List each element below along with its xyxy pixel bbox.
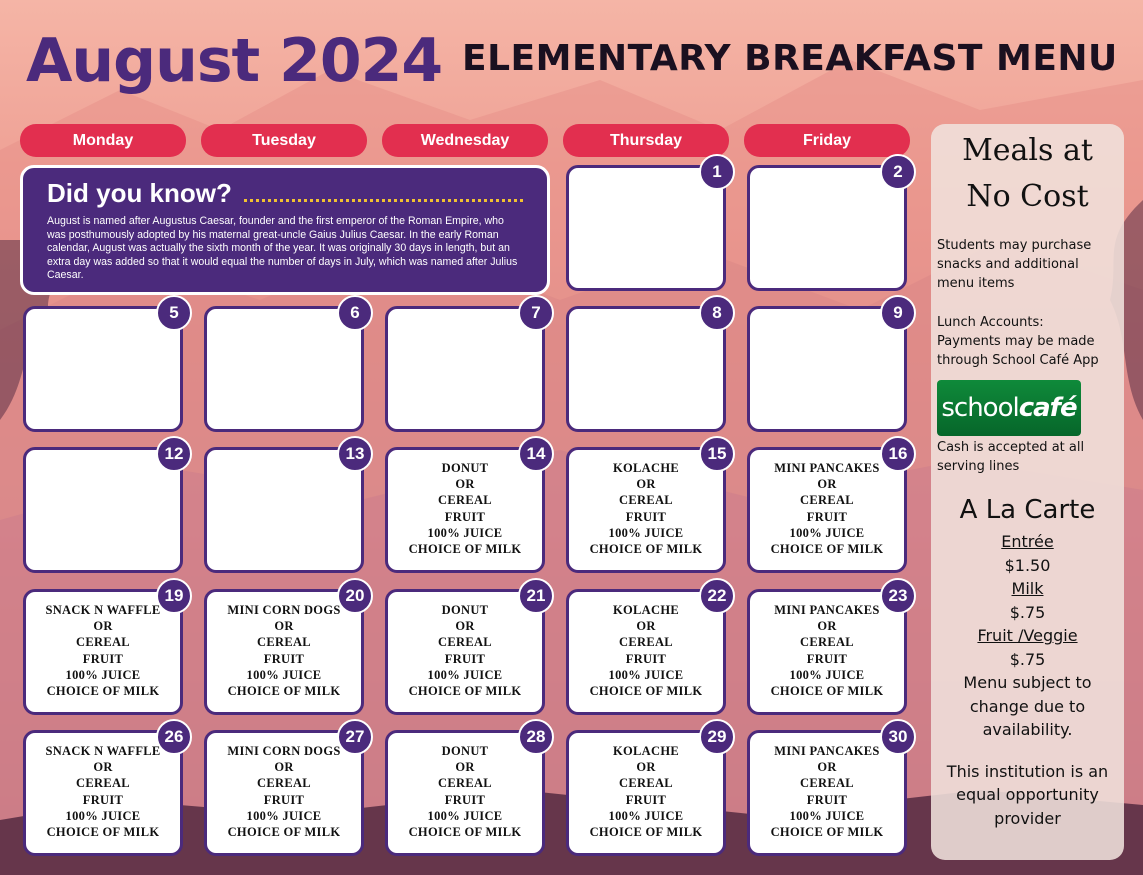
day-number-badge: 26 bbox=[156, 719, 192, 755]
menu-subject-note: Menu subject to change due to availability. bbox=[963, 673, 1092, 739]
menu-item: CHOICE OF MILK bbox=[408, 825, 522, 840]
day-cell bbox=[204, 444, 365, 573]
menu-item: SNACK N WAFFLE bbox=[45, 744, 161, 758]
menu-item: CHOICE OF MILK bbox=[770, 684, 884, 699]
menu-item: KOLACHE bbox=[613, 461, 679, 475]
purchase-note: Students may purchase snacks and additional menu items bbox=[937, 238, 1092, 291]
milk-label: Milk bbox=[1011, 579, 1044, 598]
menu-item: DONUT bbox=[441, 603, 489, 617]
menu-item: CEREAL bbox=[800, 493, 854, 508]
menu-item: OR bbox=[93, 760, 113, 775]
day-cell bbox=[747, 162, 907, 291]
menu-item: 100% JUICE bbox=[65, 667, 141, 682]
cash-note: Cash is accepted at all serving lines bbox=[937, 440, 1085, 474]
menu-item: CHOICE OF MILK bbox=[589, 825, 703, 840]
menu-item: CEREAL bbox=[800, 635, 854, 650]
day-cell bbox=[385, 727, 546, 856]
menu-items bbox=[569, 460, 723, 557]
day-number-badge: 6 bbox=[337, 295, 373, 331]
menu-item: CHOICE OF MILK bbox=[227, 684, 341, 699]
info-sidebar bbox=[931, 124, 1124, 860]
menu-item: FRUIT bbox=[806, 792, 848, 807]
logo-cafe-text: café bbox=[1018, 393, 1077, 423]
menu-item: MINI PANCAKES bbox=[774, 744, 880, 758]
menu-item: 100% JUICE bbox=[608, 525, 684, 540]
menu-item: CEREAL bbox=[257, 635, 311, 650]
menu-item: FRUIT bbox=[82, 651, 124, 666]
day-number-badge: 14 bbox=[518, 436, 554, 472]
menu-item: FRUIT bbox=[806, 651, 848, 666]
day-number-badge: 21 bbox=[518, 578, 554, 614]
menu-item: OR bbox=[455, 760, 475, 775]
menu-items bbox=[207, 602, 361, 699]
day-number-badge: 9 bbox=[880, 295, 916, 331]
menu-items bbox=[388, 460, 542, 557]
menu-items bbox=[388, 743, 542, 840]
menu-item: OR bbox=[636, 619, 656, 634]
page-title: August 2024 bbox=[26, 26, 443, 96]
meals-heading-line2: No Cost bbox=[966, 179, 1089, 214]
menu-item: CHOICE OF MILK bbox=[227, 825, 341, 840]
day-cell bbox=[566, 162, 726, 291]
did-you-know-text: August is named after Augustus Caesar, founder and the first emperor of the Roman Empire, who was posthumously adopted by his maternal great-uncle Gaius Julius Caesar. In the early Roman calendar, August was actually the sixth month of the year. It was originally 30 days in length, but an extra day was added so that it would equal the number of days in July, which was named after Julius Caesar. bbox=[47, 215, 518, 281]
menu-item: MINI PANCAKES bbox=[774, 461, 880, 475]
menu-item: OR bbox=[817, 477, 837, 492]
menu-item: FRUIT bbox=[263, 651, 305, 666]
day-number-badge: 7 bbox=[518, 295, 554, 331]
day-cell bbox=[747, 586, 908, 715]
menu-item: 100% JUICE bbox=[65, 808, 141, 823]
menu-item: DONUT bbox=[441, 744, 489, 758]
day-cell bbox=[566, 586, 727, 715]
menu-item: KOLACHE bbox=[613, 744, 679, 758]
day-cell bbox=[747, 303, 907, 432]
day-number-badge: 2 bbox=[880, 154, 916, 190]
menu-item: OR bbox=[636, 477, 656, 492]
menu-item: FRUIT bbox=[625, 792, 667, 807]
day-cell bbox=[385, 586, 546, 715]
logo-school-text: school bbox=[941, 393, 1019, 423]
day-cell bbox=[23, 303, 183, 432]
menu-item: 100% JUICE bbox=[789, 667, 865, 682]
page-subtitle: ELEMENTARY BREAKFAST MENU bbox=[462, 38, 1118, 79]
day-number-badge: 15 bbox=[699, 436, 735, 472]
menu-item: FRUIT bbox=[82, 792, 124, 807]
day-header-friday: Friday bbox=[744, 124, 910, 157]
day-header-thursday: Thursday bbox=[563, 124, 729, 157]
menu-items bbox=[569, 602, 723, 699]
day-header-monday: Monday bbox=[20, 124, 186, 157]
menu-item: CEREAL bbox=[76, 635, 130, 650]
menu-item: 100% JUICE bbox=[427, 808, 503, 823]
menu-item: OR bbox=[274, 619, 294, 634]
day-cell bbox=[747, 444, 908, 573]
day-cell bbox=[23, 727, 184, 856]
day-number-badge: 13 bbox=[337, 436, 373, 472]
menu-item: CEREAL bbox=[257, 776, 311, 791]
milk-price: $.75 bbox=[1009, 602, 1046, 622]
menu-item: OR bbox=[817, 619, 837, 634]
meals-heading-line1: Meals at bbox=[962, 133, 1093, 168]
menu-item: CHOICE OF MILK bbox=[589, 542, 703, 557]
menu-item: FRUIT bbox=[444, 792, 486, 807]
day-cell bbox=[566, 303, 726, 432]
menu-items bbox=[750, 602, 904, 699]
day-number-badge: 23 bbox=[880, 578, 916, 614]
menu-item: FRUIT bbox=[625, 651, 667, 666]
menu-items bbox=[207, 743, 361, 840]
menu-item: FRUIT bbox=[263, 792, 305, 807]
entree-label: Entrée bbox=[1001, 532, 1054, 551]
a-la-carte-section bbox=[937, 490, 1118, 830]
menu-item: 100% JUICE bbox=[427, 525, 503, 540]
menu-item: CEREAL bbox=[800, 776, 854, 791]
day-number-badge: 12 bbox=[156, 436, 192, 472]
menu-item: CEREAL bbox=[438, 776, 492, 791]
lunch-accounts-label: Lunch Accounts: bbox=[937, 315, 1044, 330]
meals-heading bbox=[937, 128, 1118, 220]
day-header-wednesday: Wednesday bbox=[382, 124, 548, 157]
menu-item: FRUIT bbox=[625, 509, 667, 524]
schoolcafe-logo bbox=[937, 380, 1081, 436]
menu-item: 100% JUICE bbox=[608, 667, 684, 682]
menu-item: CHOICE OF MILK bbox=[408, 684, 522, 699]
did-you-know-title: Did you know? bbox=[47, 178, 232, 208]
menu-item: CEREAL bbox=[438, 635, 492, 650]
a-la-carte-title: A La Carte bbox=[959, 495, 1096, 525]
menu-item: 100% JUICE bbox=[789, 808, 865, 823]
day-number-badge: 1 bbox=[699, 154, 735, 190]
menu-item: 100% JUICE bbox=[608, 808, 684, 823]
day-cell bbox=[385, 444, 546, 573]
menu-item: CEREAL bbox=[76, 776, 130, 791]
menu-item: OR bbox=[455, 619, 475, 634]
menu-item: OR bbox=[455, 477, 475, 492]
menu-item: OR bbox=[817, 760, 837, 775]
menu-item: CEREAL bbox=[438, 493, 492, 508]
fruit-price: $.75 bbox=[1009, 649, 1046, 669]
did-you-know-box bbox=[20, 165, 550, 295]
lunch-accounts-text: Payments may be made through School Café App bbox=[937, 334, 1099, 368]
equal-opportunity-note: This institution is an equal opportunity provider bbox=[946, 761, 1109, 828]
fruit-label: Fruit /Veggie bbox=[977, 626, 1078, 645]
day-number-badge: 22 bbox=[699, 578, 735, 614]
menu-item: FRUIT bbox=[444, 651, 486, 666]
menu-item: CHOICE OF MILK bbox=[46, 684, 160, 699]
day-cell bbox=[385, 303, 545, 432]
day-number-badge: 29 bbox=[699, 719, 735, 755]
menu-item: MINI PANCAKES bbox=[774, 603, 880, 617]
day-cell bbox=[23, 444, 184, 573]
menu-item: SNACK N WAFFLE bbox=[45, 603, 161, 617]
menu-item: CHOICE OF MILK bbox=[770, 825, 884, 840]
dotted-divider bbox=[244, 185, 523, 202]
day-number-badge: 27 bbox=[337, 719, 373, 755]
menu-item: CEREAL bbox=[619, 635, 673, 650]
day-number-badge: 5 bbox=[156, 295, 192, 331]
day-cell bbox=[204, 586, 365, 715]
menu-items bbox=[26, 743, 180, 840]
day-number-badge: 8 bbox=[699, 295, 735, 331]
menu-item: DONUT bbox=[441, 461, 489, 475]
menu-item: CEREAL bbox=[619, 493, 673, 508]
day-number-badge: 28 bbox=[518, 719, 554, 755]
day-number-badge: 20 bbox=[337, 578, 373, 614]
day-cell bbox=[566, 444, 727, 573]
menu-item: 100% JUICE bbox=[789, 525, 865, 540]
menu-item: 100% JUICE bbox=[246, 667, 322, 682]
menu-item: FRUIT bbox=[444, 509, 486, 524]
menu-items bbox=[750, 743, 904, 840]
menu-item: CHOICE OF MILK bbox=[589, 684, 703, 699]
day-cell bbox=[204, 727, 365, 856]
day-cell bbox=[23, 586, 184, 715]
menu-item: 100% JUICE bbox=[246, 808, 322, 823]
day-number-badge: 30 bbox=[880, 719, 916, 755]
day-number-badge: 19 bbox=[156, 578, 192, 614]
menu-item: KOLACHE bbox=[613, 603, 679, 617]
menu-item: CHOICE OF MILK bbox=[408, 542, 522, 557]
menu-item: 100% JUICE bbox=[427, 667, 503, 682]
menu-item: CEREAL bbox=[619, 776, 673, 791]
menu-items bbox=[750, 460, 904, 557]
menu-items bbox=[569, 743, 723, 840]
day-cell bbox=[747, 727, 908, 856]
menu-item: CHOICE OF MILK bbox=[770, 542, 884, 557]
menu-items bbox=[26, 602, 180, 699]
menu-item: MINI CORN DOGS bbox=[227, 744, 341, 758]
day-cell bbox=[204, 303, 364, 432]
menu-item: OR bbox=[274, 760, 294, 775]
menu-item: OR bbox=[636, 760, 656, 775]
menu-items bbox=[388, 602, 542, 699]
menu-item: OR bbox=[93, 619, 113, 634]
menu-item: CHOICE OF MILK bbox=[46, 825, 160, 840]
day-number-badge: 16 bbox=[880, 436, 916, 472]
entree-price: $1.50 bbox=[1004, 555, 1051, 575]
day-header-tuesday: Tuesday bbox=[201, 124, 367, 157]
day-cell bbox=[566, 727, 727, 856]
menu-item: MINI CORN DOGS bbox=[227, 603, 341, 617]
menu-item: FRUIT bbox=[806, 509, 848, 524]
